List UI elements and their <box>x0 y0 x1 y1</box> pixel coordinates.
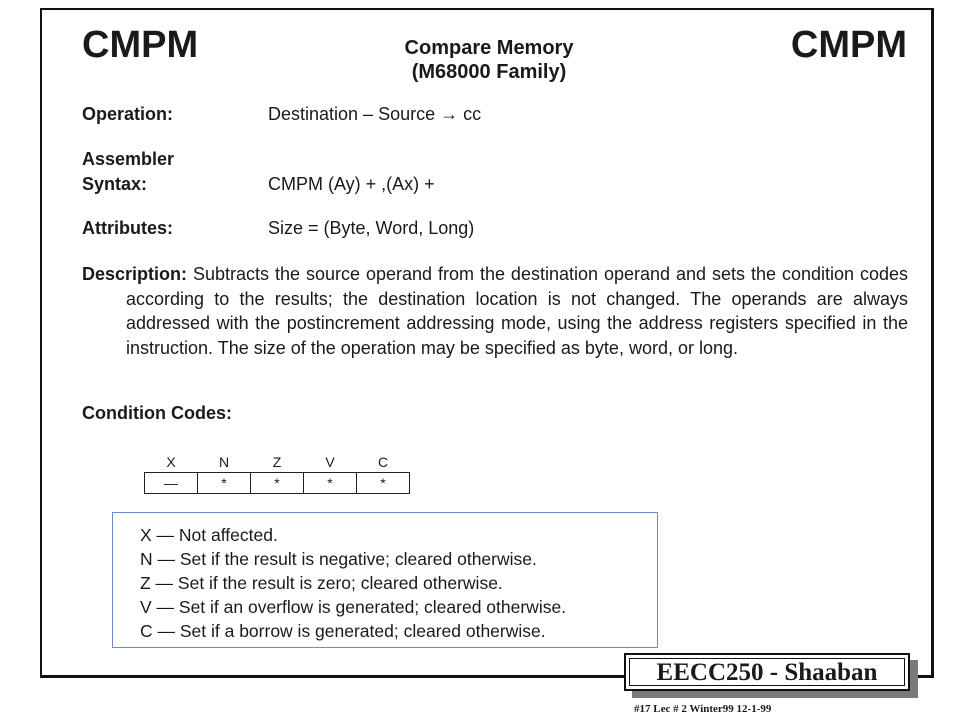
cc-value-x: — <box>145 473 198 494</box>
cc-header-c: C <box>377 454 389 470</box>
legend-item-v: V — Set if an overflow is generated; cleared otherwise. <box>140 597 567 617</box>
description-label: Description: <box>82 264 188 284</box>
condition-codes-legend <box>112 512 658 648</box>
title-line-2: (M68000 Family) <box>411 61 567 83</box>
legend-item-z: Z — Set if the result is zero; cleared otherwise. <box>140 573 503 593</box>
legend-item-x: X — Not affected. <box>140 525 278 545</box>
condition-codes-value-row <box>145 473 410 494</box>
operation-label: Operation: <box>82 104 174 124</box>
syntax-label-line-2: Syntax: <box>82 174 148 194</box>
legend-item-n: N — Set if the result is negative; cleared otherwise. <box>140 549 537 569</box>
slide-frame <box>40 8 934 678</box>
description-text: Subtracts the source operand from the destination operand and sets the condition codes according to the results; the destination location is not changed. The operands are always addressed with the postincrement addressing mode, using the address registers specified in the instruction. The size of the operation may be specified as byte, word, or long. <box>126 264 908 358</box>
cc-header-n: N <box>218 454 230 470</box>
mnemonic-right: CMPM <box>790 24 907 66</box>
syntax-value: CMPM (Ay) + ,(Ax) + <box>268 174 435 194</box>
title-line-1: Compare Memory <box>404 37 574 59</box>
cc-header-x: X <box>166 454 176 470</box>
cc-value-v: * <box>304 473 357 494</box>
legend-item-c: C — Set if a borrow is generated; cleared otherwise. <box>140 621 546 641</box>
condition-codes-label: Condition Codes: <box>82 403 232 423</box>
syntax-label-line-1: Assembler <box>82 149 175 169</box>
description-block <box>82 262 908 360</box>
attributes-value: Size = (Byte, Word, Long) <box>268 218 475 238</box>
cc-value-c: * <box>357 473 410 494</box>
course-badge <box>624 653 910 691</box>
operation-value: Destination – Source → cc <box>268 104 482 124</box>
attributes-label: Attributes: <box>82 218 173 238</box>
course-badge-text: EECC250 - Shaaban <box>629 658 905 686</box>
cc-value-n: * <box>198 473 251 494</box>
slide-footer: #17 Lec # 2 Winter99 12-1-99 <box>634 703 772 715</box>
condition-codes-header-row <box>145 452 410 473</box>
cc-header-v: V <box>325 454 335 470</box>
cc-header-z: Z <box>272 454 282 470</box>
mnemonic-left: CMPM <box>82 24 199 66</box>
condition-codes-table <box>144 452 410 494</box>
cc-value-z: * <box>251 473 304 494</box>
